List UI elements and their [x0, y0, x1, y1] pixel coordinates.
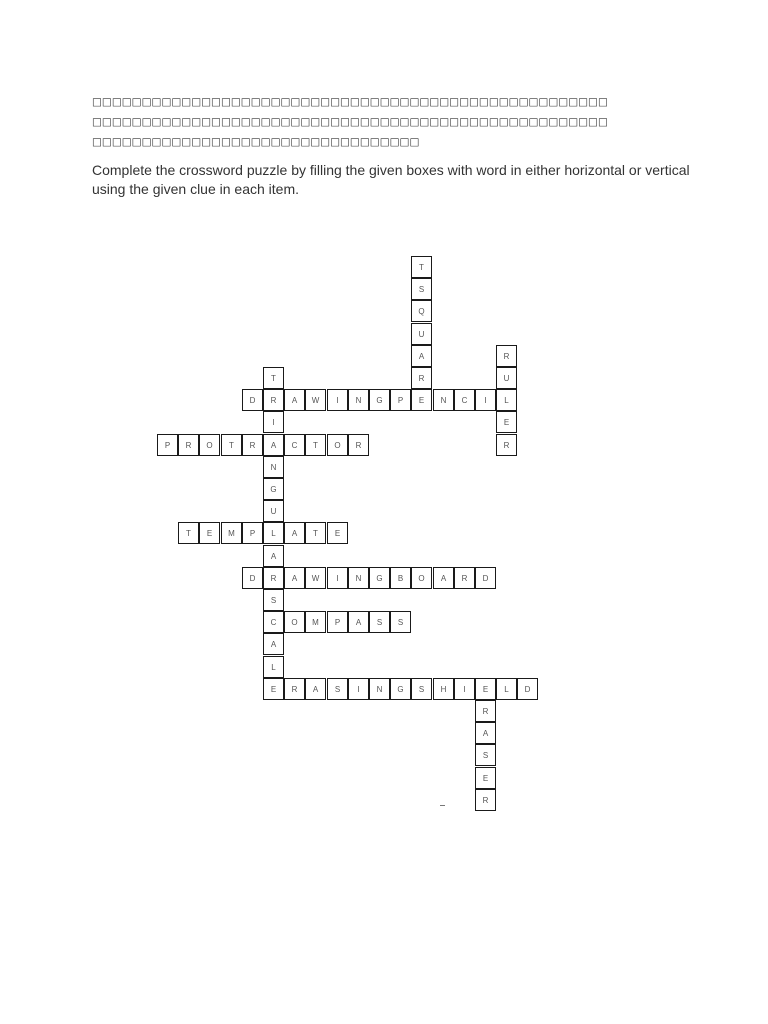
- crossword-cell[interactable]: R: [496, 434, 517, 456]
- crossword-cell[interactable]: I: [454, 678, 475, 700]
- crossword-cell[interactable]: T: [263, 367, 284, 389]
- crossword-cell[interactable]: O: [199, 434, 220, 456]
- crossword-cell[interactable]: I: [348, 678, 369, 700]
- crossword-cell[interactable]: G: [369, 389, 390, 411]
- crossword-cell[interactable]: W: [305, 567, 326, 589]
- crossword-cell[interactable]: S: [411, 278, 432, 300]
- crossword-cell[interactable]: N: [433, 389, 454, 411]
- header-line-1: □□□□□□□□□□□□□□□□□□□□□□□□□□□□□□□□□□□□□□□□□□□□□□□□□□□□: [92, 96, 608, 108]
- crossword-cell[interactable]: R: [411, 367, 432, 389]
- crossword-cell[interactable]: E: [411, 389, 432, 411]
- crossword-cell[interactable]: O: [411, 567, 432, 589]
- crossword-cell[interactable]: P: [242, 522, 263, 544]
- crossword-cell[interactable]: A: [411, 345, 432, 367]
- crossword-cell[interactable]: D: [242, 389, 263, 411]
- crossword-cell[interactable]: B: [390, 567, 411, 589]
- crossword-cell[interactable]: O: [284, 611, 305, 633]
- crossword-cell[interactable]: A: [348, 611, 369, 633]
- crossword-cell[interactable]: P: [157, 434, 178, 456]
- crossword-cell[interactable]: A: [263, 434, 284, 456]
- crossword-cell[interactable]: H: [433, 678, 454, 700]
- crossword-cell[interactable]: S: [390, 611, 411, 633]
- crossword-cell[interactable]: M: [305, 611, 326, 633]
- crossword-cell[interactable]: D: [517, 678, 538, 700]
- crossword-cell[interactable]: A: [475, 722, 496, 744]
- crossword-cell[interactable]: S: [411, 678, 432, 700]
- crossword-cell[interactable]: S: [327, 678, 348, 700]
- crossword-cell[interactable]: A: [284, 567, 305, 589]
- crossword-cell[interactable]: R: [242, 434, 263, 456]
- crossword-cell[interactable]: T: [411, 256, 432, 278]
- crossword-cell[interactable]: N: [348, 389, 369, 411]
- crossword-cell[interactable]: L: [263, 522, 284, 544]
- crossword-cell[interactable]: R: [454, 567, 475, 589]
- crossword-cell[interactable]: E: [199, 522, 220, 544]
- crossword-cell[interactable]: A: [263, 545, 284, 567]
- crossword-cell[interactable]: N: [369, 678, 390, 700]
- crossword-cell[interactable]: A: [305, 678, 326, 700]
- header-line-3: □□□□□□□□□□□□□□□□□□□□□□□□□□□□□□□□□: [92, 136, 420, 148]
- crossword-cell[interactable]: G: [369, 567, 390, 589]
- crossword-cell[interactable]: U: [263, 500, 284, 522]
- crossword-cell[interactable]: E: [263, 678, 284, 700]
- stray-mark: [440, 805, 445, 806]
- crossword-cell[interactable]: A: [284, 522, 305, 544]
- crossword-cell[interactable]: R: [475, 789, 496, 811]
- crossword-cell[interactable]: I: [475, 389, 496, 411]
- crossword-cell[interactable]: A: [263, 633, 284, 655]
- crossword-cell[interactable]: E: [475, 678, 496, 700]
- crossword-cell[interactable]: L: [496, 389, 517, 411]
- crossword-cell[interactable]: T: [305, 522, 326, 544]
- crossword-cell[interactable]: G: [263, 478, 284, 500]
- crossword-cell[interactable]: O: [327, 434, 348, 456]
- crossword-cell[interactable]: U: [411, 323, 432, 345]
- crossword-cell[interactable]: L: [496, 678, 517, 700]
- crossword-cell[interactable]: N: [263, 456, 284, 478]
- crossword-cell[interactable]: E: [496, 411, 517, 433]
- instructions-text: Complete the crossword puzzle by filling the given boxes with word in either horizontal or vertical using the given clue in each item.: [92, 162, 690, 197]
- crossword-cell[interactable]: N: [348, 567, 369, 589]
- crossword-cell[interactable]: P: [327, 611, 348, 633]
- crossword-cell[interactable]: I: [327, 389, 348, 411]
- crossword-cell[interactable]: C: [284, 434, 305, 456]
- crossword-cell[interactable]: I: [263, 411, 284, 433]
- crossword-cell[interactable]: W: [305, 389, 326, 411]
- crossword-cell[interactable]: E: [327, 522, 348, 544]
- crossword-cell[interactable]: R: [263, 567, 284, 589]
- crossword-cell[interactable]: S: [369, 611, 390, 633]
- crossword-cell[interactable]: U: [496, 367, 517, 389]
- crossword-cell[interactable]: C: [263, 611, 284, 633]
- crossword-cell[interactable]: D: [475, 567, 496, 589]
- crossword-cell[interactable]: R: [496, 345, 517, 367]
- crossword-cell[interactable]: T: [221, 434, 242, 456]
- crossword-cell[interactable]: L: [263, 656, 284, 678]
- crossword-cell[interactable]: M: [221, 522, 242, 544]
- crossword-cell[interactable]: R: [348, 434, 369, 456]
- crossword-cell[interactable]: R: [475, 700, 496, 722]
- crossword-cell[interactable]: A: [433, 567, 454, 589]
- crossword-cell[interactable]: I: [327, 567, 348, 589]
- crossword-cell[interactable]: Q: [411, 300, 432, 322]
- crossword-cell[interactable]: S: [263, 589, 284, 611]
- crossword-cell[interactable]: E: [475, 767, 496, 789]
- crossword-cell[interactable]: P: [390, 389, 411, 411]
- crossword-cell[interactable]: R: [178, 434, 199, 456]
- crossword-cell[interactable]: T: [305, 434, 326, 456]
- crossword-cell[interactable]: D: [242, 567, 263, 589]
- crossword-cell[interactable]: C: [454, 389, 475, 411]
- crossword-cell[interactable]: R: [284, 678, 305, 700]
- header-line-2: □□□□□□□□□□□□□□□□□□□□□□□□□□□□□□□□□□□□□□□□□□□□□□□□□□□□: [92, 116, 608, 128]
- crossword-cell[interactable]: A: [284, 389, 305, 411]
- crossword-cell[interactable]: T: [178, 522, 199, 544]
- crossword-cell[interactable]: G: [390, 678, 411, 700]
- crossword-cell[interactable]: S: [475, 744, 496, 766]
- crossword-cell[interactable]: R: [263, 389, 284, 411]
